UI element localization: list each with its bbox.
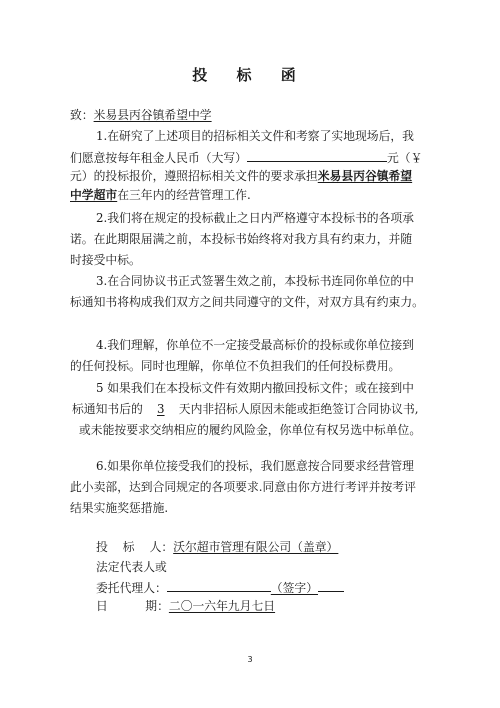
legal-representative-label: 法定代表人或: [96, 560, 167, 574]
notice-days-value: 3: [157, 402, 165, 416]
paragraph-1-line-1: 1.在研究了上述项目的招标相关文件和考察了实地现场后，我: [96, 129, 414, 143]
bidder-label: 投 标 人：: [96, 540, 174, 554]
paragraph-5-line-3: 或未能按要求交纳相应的履约风险金，你单位有权另选中标单位。: [79, 423, 422, 437]
paragraph-5-line-1: 5 如果我们在本投标文件有效期内撤回投标文件；或在接到中: [96, 381, 414, 395]
paragraph-2-line-1: 2.我们将在规定的投标截止之日内严格遵守本投标书的各项承: [96, 211, 414, 225]
notice-days-suffix: 天内非招标人原因未能或拒绝签订合同协议书,: [178, 402, 419, 416]
agent-line: [96, 579, 496, 596]
date-line: [96, 598, 496, 614]
paragraph-1-line-4: [70, 187, 470, 203]
page-number: 3: [247, 655, 253, 664]
paragraph-4-line-2: 的任何投标。同时也理解，你单位不负担我们的任何投标费用。: [70, 359, 401, 373]
management-term-text: 在三年内的经营管理工作.: [117, 188, 251, 202]
paragraph-5-line-2: [72, 401, 472, 417]
project-name-part-2: 中学超市: [70, 188, 118, 202]
paragraph-1-line-3: [70, 168, 470, 184]
agent-signature-note: （签字）: [270, 581, 318, 595]
date-value: 二〇一六年九月七日: [168, 599, 276, 613]
bidder-line: [96, 539, 496, 555]
paragraph-2-line-2: 诺。在此期限届满之前，本投标书始终将对我方具有约束力，并随: [70, 232, 413, 246]
addressee-line: [70, 107, 470, 123]
rent-amount-label: 们愿意按每年租金人民币（大写）: [70, 151, 247, 165]
bidder-name: 沃尔超市管理有限公司（盖章）: [173, 540, 339, 554]
rent-amount-blank: [247, 149, 387, 162]
paragraph-6-line-1: 6.如果你单位接受我们的投标，我们愿意按合同要求经营管理: [96, 459, 414, 473]
date-label: 日 期：: [96, 599, 169, 613]
agent-signature-blank-tail: [318, 579, 344, 592]
paragraph-6-line-2: 此小卖部，达到合同规定的各项要求.同意由你方进行考评并按考评: [70, 480, 416, 494]
bid-price-text: 元）的投标报价，遵照招标相关文件的要求承担: [70, 169, 318, 183]
agent-signature-blank: [167, 579, 271, 592]
addressee-school: 米易县丙谷镇希望中学: [93, 108, 212, 122]
document-title: 投 标 函: [192, 66, 308, 84]
paragraph-1-line-2: [70, 149, 470, 166]
addressee-prefix: 致：: [70, 108, 94, 122]
agent-label: 委托代理人：: [96, 581, 167, 595]
project-name-part-1: 米易县丙谷镇希望: [317, 169, 413, 183]
paragraph-4-line-1: 4.我们理解，你单位不一定接受最高标价的投标或你单位接到: [96, 338, 414, 352]
paragraph-6-line-3: 结果实施奖惩措施.: [70, 501, 169, 515]
paragraph-3-line-2: 标通知书将构成我们双方之间共同遵守的文件，对双方具有约束力。: [70, 295, 424, 309]
paragraph-3-line-1: 3.在合同协议书正式签署生效之前，本投标书连同你单位的中: [96, 274, 414, 288]
paragraph-2-line-3: 时接受中标。: [70, 253, 141, 267]
notice-days-prefix: 标通知书后的: [72, 402, 143, 416]
rent-amount-suffix: 元（￥: [386, 151, 423, 165]
